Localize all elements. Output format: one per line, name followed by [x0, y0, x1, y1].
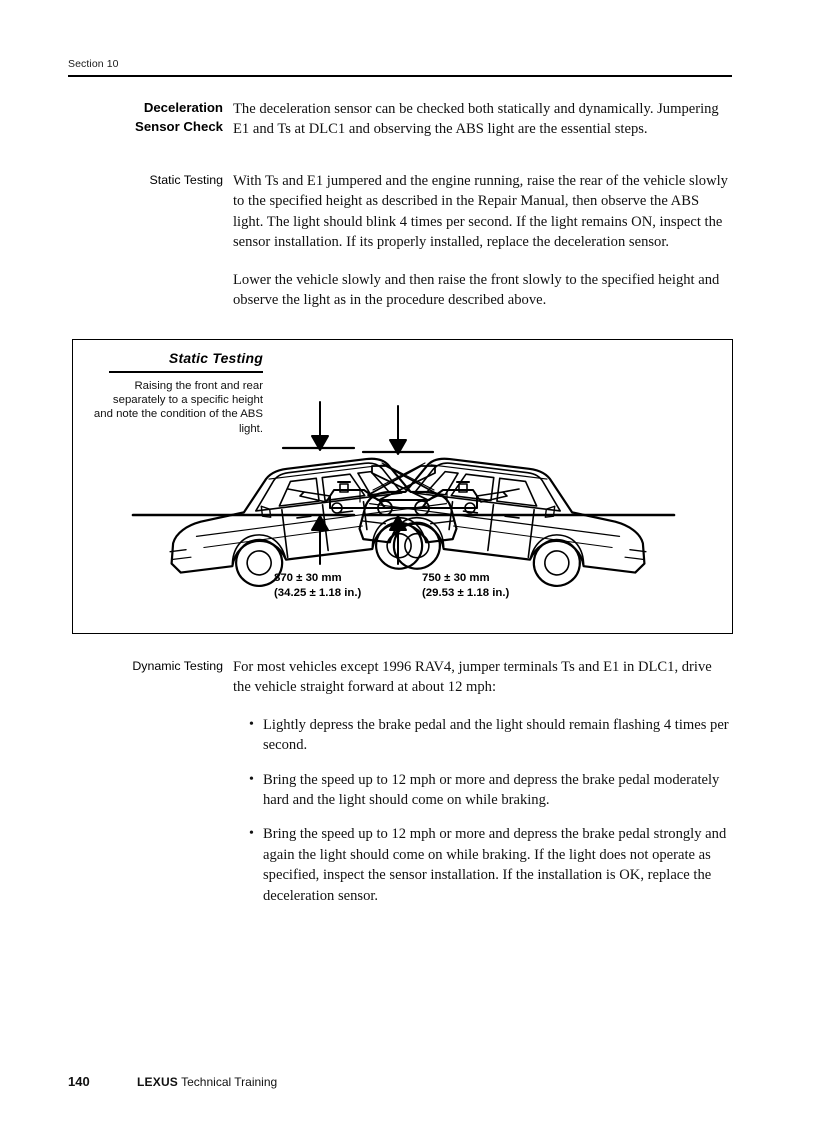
left-down-arrow	[312, 402, 328, 450]
section-label: Section 10	[68, 58, 119, 70]
left-dimension-label	[274, 571, 361, 600]
footer-brand	[137, 1075, 277, 1089]
page-footer	[68, 1074, 732, 1089]
section-label-dynamic-testing: Dynamic Testing	[132, 659, 223, 673]
left-dimension-mm: 870 ± 30 mm	[274, 572, 342, 584]
paragraph: The deceleration sensor can be checked both statically and dynamically. Jumpering E1 and Ts at DLC1 and observing the ABS light are the essential steps.	[233, 101, 719, 138]
section-deceleration-sensor-check	[68, 99, 732, 140]
paragraph: For most vehicles except 1996 RAV4, jumper terminals Ts and E1 in DLC1, drive the vehicle straight forward at about 12 mph:	[233, 659, 712, 696]
page-number: 140	[68, 1074, 90, 1089]
brand-suffix: Technical Training	[178, 1075, 278, 1089]
right-floor-jack	[288, 463, 439, 515]
section-label-static-testing: Static Testing	[149, 173, 223, 187]
left-dimension-in: (34.25 ± 1.18 in.)	[274, 586, 362, 599]
section-body-dynamic-testing	[233, 657, 732, 906]
list-item-text: Lightly depress the brake pedal and the light should remain flashing 4 times per second.	[263, 716, 729, 754]
section-label-deceleration-sensor-check	[68, 99, 233, 140]
brand-name: LEXUS	[137, 1075, 179, 1089]
section-dynamic-testing	[68, 657, 732, 906]
paragraph: Lower the vehicle slowly and then raise the front slowly to the specified height and observe the light as in the procedure described above.	[233, 271, 720, 309]
list-item	[233, 770, 732, 811]
right-dimension-mm: 750 ± 30 mm	[422, 572, 490, 584]
bullet-icon: •	[249, 826, 254, 842]
figure-illustration	[73, 340, 734, 635]
section-label-line-1: Deceleration	[143, 100, 223, 115]
bullet-icon: •	[249, 716, 254, 732]
right-down-arrow	[390, 406, 406, 454]
section-label-line-2: Sensor Check	[135, 118, 223, 134]
figure-caption-text: Raising the front and rear separately to a specific height and note the condition of the ABS light.	[93, 380, 263, 435]
list-item-text: Bring the speed up to 12 mph or more and depress the brake pedal moderately hard and the light should come on while braking.	[263, 771, 720, 809]
bullet-icon: •	[249, 771, 254, 787]
dynamic-testing-bullet-list	[233, 715, 732, 906]
list-item	[233, 824, 732, 906]
list-item-text: Bring the speed up to 12 mph or more and depress the brake pedal strongly and again the light should come on while braking. If the light does not operate as specified, inspect the sensor installation. If the installation is OK, replace the deceleration sensor.	[263, 826, 727, 904]
right-dimension-label	[422, 571, 509, 600]
list-item	[233, 715, 732, 756]
page-header	[68, 58, 732, 77]
section-body-deceleration-sensor-check	[233, 99, 732, 140]
right-dimension-in: (29.53 ± 1.18 in.)	[422, 586, 510, 599]
header-divider	[68, 75, 732, 77]
section-body-static-testing	[233, 171, 732, 310]
section-static-testing	[68, 171, 732, 310]
figure-static-testing	[72, 339, 733, 634]
figure-title: Static Testing	[168, 350, 263, 366]
paragraph: With Ts and E1 jumpered and the engine running, raise the rear of the vehicle slowly to the specified height as described in the Repair Manual, then observe the ABS light. The light should blink 4 times per second. If the light remains ON, inspect the sensor installation. If its properly installed, replace the deceleration sensor.	[233, 173, 728, 251]
